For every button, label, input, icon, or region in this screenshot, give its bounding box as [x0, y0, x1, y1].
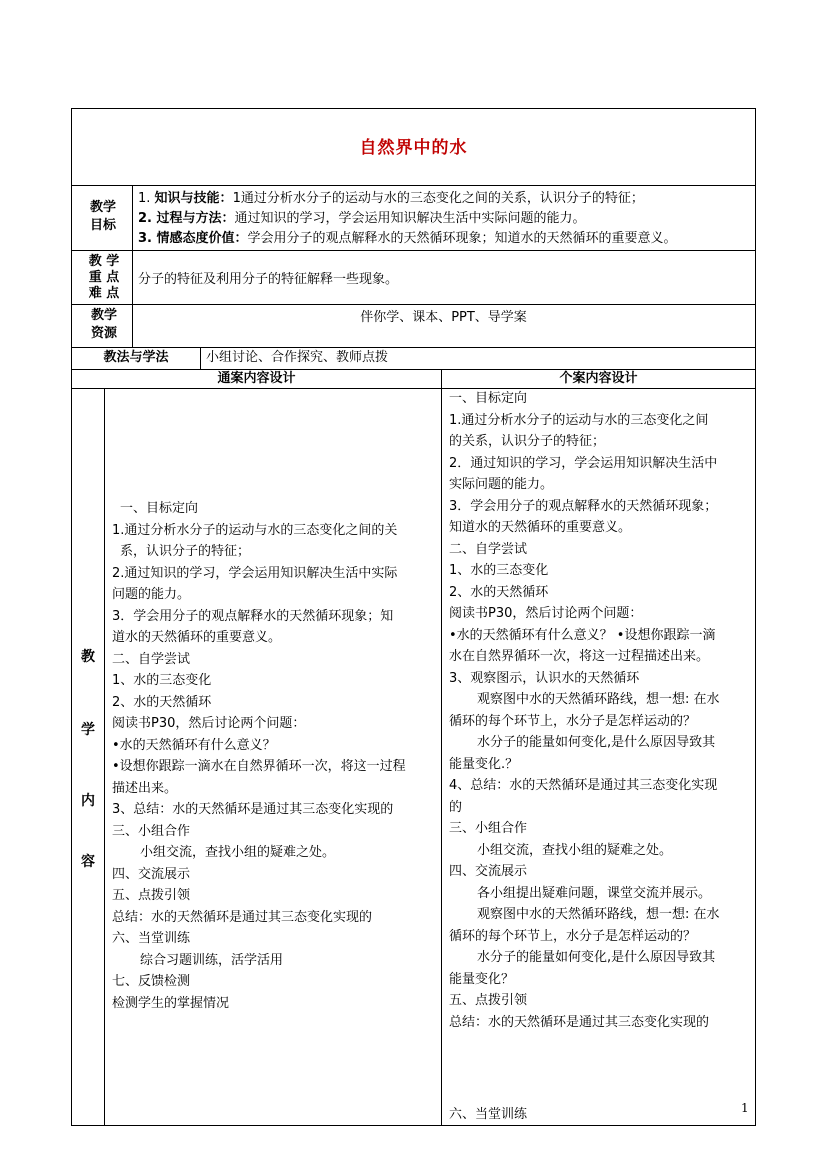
row-divider: [72, 250, 755, 251]
keypoints-text: 分子的特征及利用分子的特征解释一些现象。: [138, 272, 399, 287]
content-line: 1.通过分析水分子的运动与水的三态变化之间: [449, 412, 709, 428]
content-line: •设想你跟踪一滴水在自然界循环一次，将这一过程: [112, 759, 406, 774]
content-line: 的关系，认识分子的特征；: [449, 434, 606, 449]
content-line: 检测学生的掌握情况: [112, 995, 230, 1011]
content-line: •水的天然循环有什么意义？ •设想你跟踪一滴: [449, 627, 716, 643]
objective-item: 1. 知识与技能：1通过分析水分子的运动与水的三态变化之间的关系，认识分子的特征；: [138, 191, 644, 206]
content-line: 能量变化？: [449, 971, 515, 987]
content-line: 总结：水的天然循环是通过其三态变化实现的: [449, 1014, 710, 1030]
content-line: 水分子的能量如何变化,是什么原因导致其: [477, 950, 716, 965]
methods-label: 教法与学法: [103, 350, 169, 365]
content-line: 观察图中水的天然循环路线，想一想: 在水: [477, 907, 720, 922]
content-line: 知道水的天然循环的重要意义。: [449, 520, 632, 535]
content-line: 五、点拨引领: [449, 993, 528, 1008]
resources-label: 教学 资源: [90, 308, 117, 341]
content-line: 小组交流，查找小组的疑难之处。: [140, 845, 336, 860]
resources-text: 伴你学、课本、PPT、导学案: [360, 310, 527, 325]
side-label-char: 容: [81, 854, 95, 870]
content-line: 阅读书P30，然后讨论两个问题：: [112, 716, 306, 731]
right-footer-line: 六、当堂训练: [449, 1107, 528, 1122]
left-content: [112, 498, 406, 1014]
side-label-char: 学: [81, 722, 95, 738]
content-line: 四、交流展示: [112, 866, 191, 882]
content-line: 系，认识分子的特征；: [120, 544, 251, 559]
right-column-header: 个案内容设计: [559, 371, 638, 386]
methods-text: 小组讨论、合作探究、教师点拨: [206, 350, 389, 365]
content-line: 三、小组合作: [112, 823, 191, 839]
content-line: 1.通过分析水分子的运动与水的三态变化之间的关: [112, 522, 398, 538]
objective-item: 2. 过程与方法：通过知识的学习，学会运用知识解决生活中实际问题的能力。: [138, 211, 586, 226]
objective-item: 3. 情感态度价值：学会用分子的观点解释水的天然循环现象；知道水的天然循环的重要意义。: [138, 231, 677, 246]
content-line: 小组交流，查找小组的疑难之处。: [477, 842, 673, 858]
side-label-char: 教: [81, 649, 95, 665]
col-divider: [200, 347, 201, 369]
content-line: 2、水的天然循环: [449, 584, 549, 600]
col-divider: [104, 388, 105, 1126]
content-line: 阅读书P30，然后讨论两个问题：: [449, 606, 643, 621]
content-line: •水的天然循环有什么意义？: [112, 737, 276, 753]
content-line: 道水的天然循环的重要意义。: [112, 630, 282, 645]
content-line: 二、自学尝试: [449, 541, 528, 557]
content-line: 问题的能力。: [112, 587, 191, 602]
content-line: 1、水的三态变化: [112, 673, 212, 688]
content-line: 各小组提出疑难问题，课堂交流并展示。: [477, 885, 712, 901]
content-line: 3．学会用分子的观点解释水的天然循环现象；: [449, 498, 718, 514]
page-title: 自然界中的水: [359, 138, 468, 158]
content-line: 的: [449, 799, 463, 815]
content-line: 水在自然界循环一次，将这一过程描述出来。: [449, 649, 710, 664]
content-line: 实际问题的能力。: [449, 477, 554, 492]
content-line: 一、目标定向: [120, 501, 199, 516]
keypoints-label: 教 学 重 点 难 点: [88, 254, 120, 301]
content-line: 二、自学尝试: [112, 651, 191, 667]
content-line: 四、交流展示: [449, 864, 528, 879]
side-label-char: 内: [81, 793, 95, 809]
content-line: 2、水的天然循环: [112, 694, 212, 710]
content-line: 循环的每个环节上，水分子是怎样运动的？: [449, 928, 697, 944]
content-line: 能量变化.？: [449, 756, 519, 772]
content-line: 总结：水的天然循环是通过其三态变化实现的: [112, 909, 373, 925]
content-line: 4、总结：水的天然循环是通过其三态变化实现: [449, 778, 718, 793]
row-divider: [72, 347, 755, 348]
content-line: 循环的每个环节上，水分子是怎样运动的？: [449, 713, 697, 729]
content-line: 三、小组合作: [449, 821, 528, 836]
content-line: 综合习题训练，活学活用: [140, 952, 284, 968]
content-line: 一、目标定向: [449, 391, 528, 406]
col-divider: [441, 369, 442, 1126]
content-line: 水分子的能量如何变化,是什么原因导致其: [477, 735, 716, 750]
left-column-header: 通案内容设计: [217, 371, 296, 386]
content-line: 2．通过知识的学习，学会运用知识解决生活中: [449, 455, 718, 471]
content-line: 1、水的三态变化: [449, 563, 549, 578]
right-content: [449, 388, 720, 1033]
content-line: 五、点拨引领: [112, 888, 191, 903]
row-divider: [72, 185, 755, 186]
row-divider: [72, 304, 755, 305]
content-line: 3、总结：水的天然循环是通过其三态变化实现的: [112, 802, 394, 817]
content-line: 六、当堂训练: [112, 931, 191, 946]
page-number: 1: [741, 1101, 749, 1115]
objectives-label: 教学目标: [89, 200, 116, 233]
content-line: 观察图中水的天然循环路线，想一想: 在水: [477, 692, 720, 707]
content-line: 描述出来。: [112, 780, 178, 796]
content-line: 七、反馈检测: [112, 974, 191, 989]
content-line: 3．学会用分子的观点解释水的天然循环现象；知: [112, 608, 394, 624]
content-line: 2.通过知识的学习，学会运用知识解决生活中实际: [112, 565, 398, 581]
content-line: 3、观察图示，认识水的天然循环: [449, 670, 640, 686]
objectives-list: [138, 189, 677, 249]
lesson-plan-table: [71, 108, 756, 1126]
